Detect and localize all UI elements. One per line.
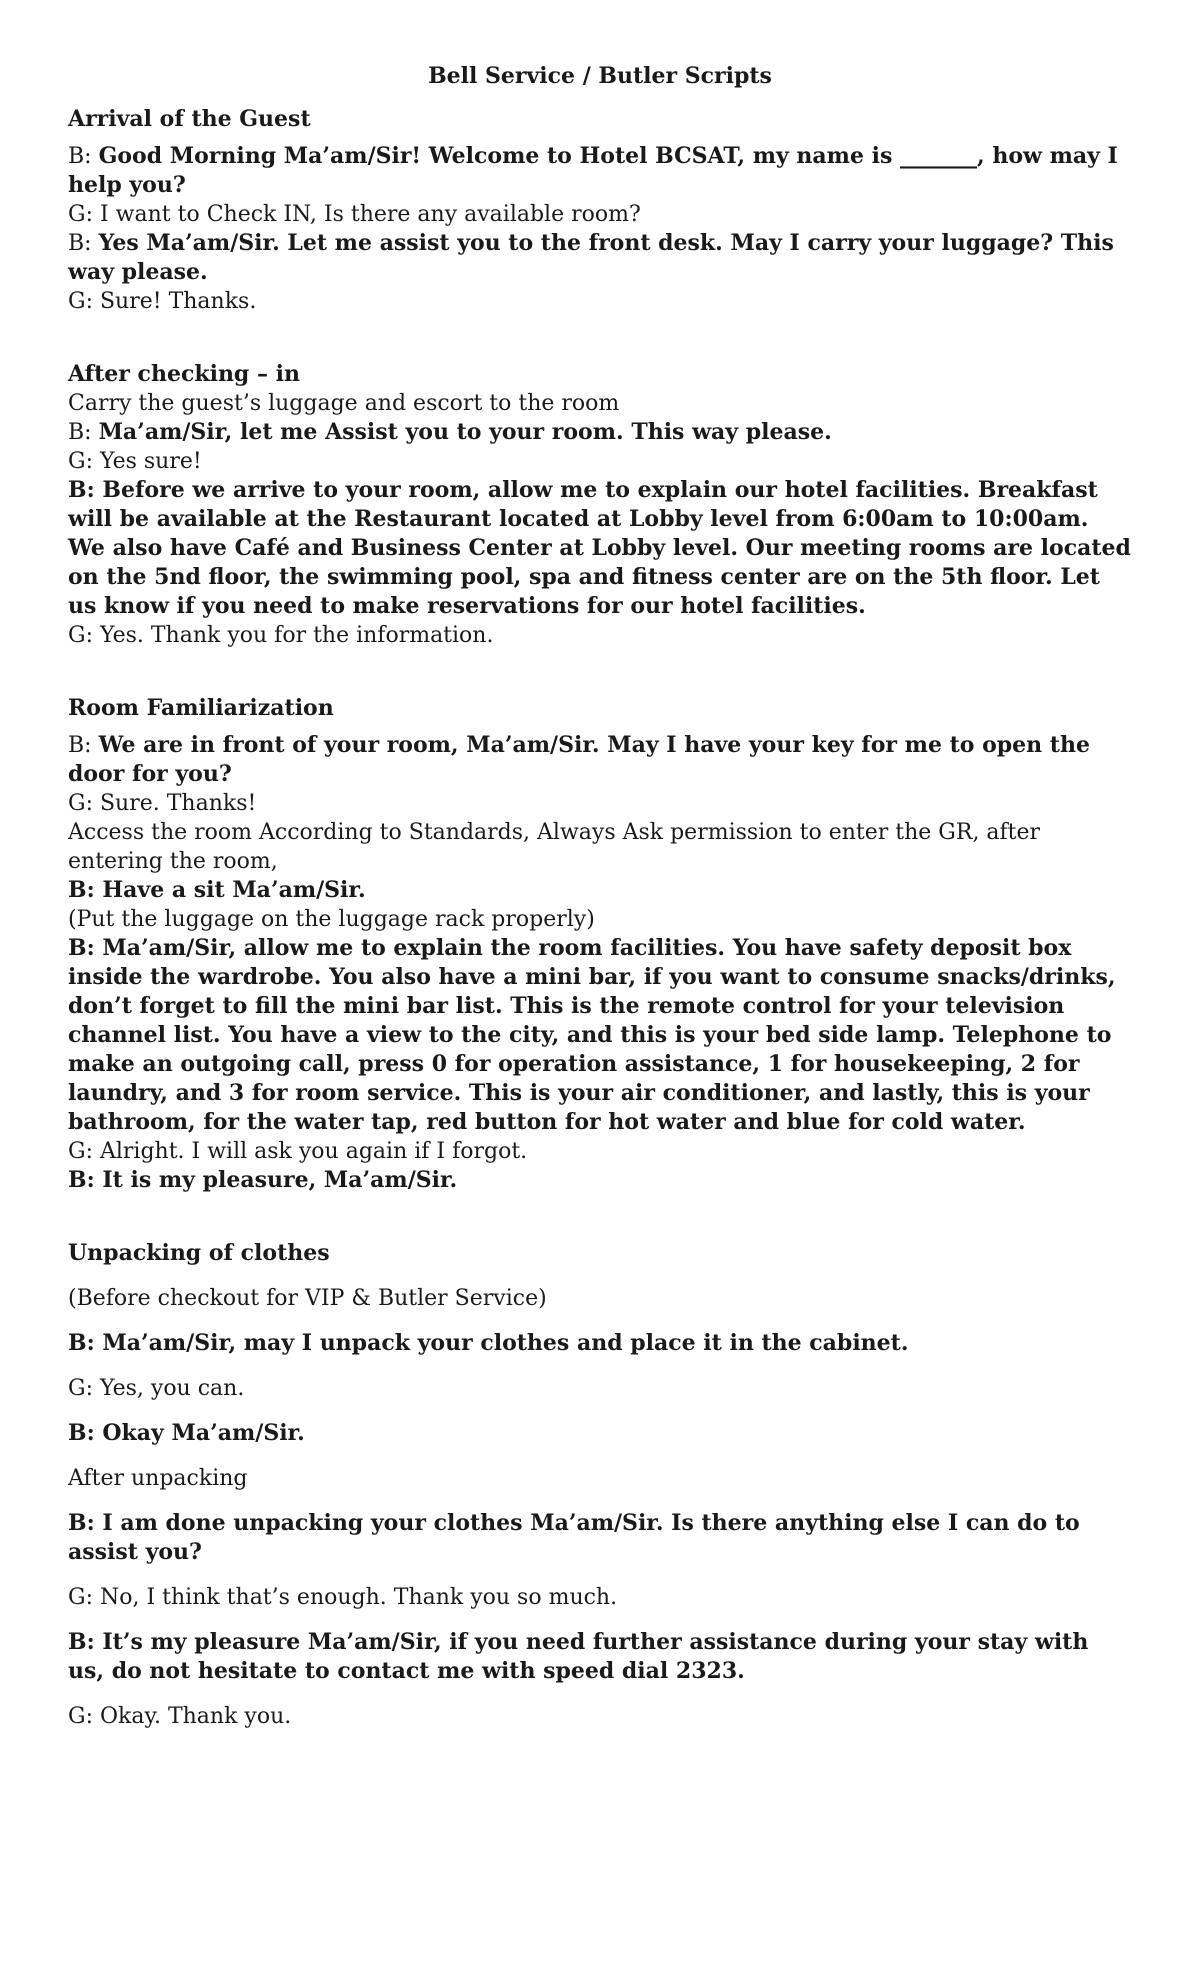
dialogue-line: B: We are in front of your room, Ma’am/Sir. May I have your key for me to open the door for you? xyxy=(68,732,1090,787)
section-unpacking xyxy=(68,1239,1132,1731)
instruction-line: (Put the luggage on the luggage rack properly) xyxy=(68,907,595,932)
document-title: Bell Service / Butler Scripts xyxy=(428,63,772,89)
dialogue-line: G: No, I think that’s enough. Thank you so much. xyxy=(68,1585,618,1610)
dialogue-line: B: It is my pleasure, Ma’am/Sir. xyxy=(68,1167,458,1193)
instruction-line: Access the room According to Standards, Always Ask permission to enter the GR, after entering the room, xyxy=(68,820,1041,874)
dialogue-line: G: Sure! Thanks. xyxy=(68,289,257,314)
dialogue-line: B: Ma’am/Sir, may I unpack your clothes and place it in the cabinet. xyxy=(68,1330,909,1356)
dialogue-line: B: I am done unpacking your clothes Ma’am/Sir. Is there anything else I can do to assist you? xyxy=(68,1510,1080,1565)
document-page xyxy=(68,62,1132,1731)
dialogue-line: B: Have a sit Ma’am/Sir. xyxy=(68,877,366,903)
section-arrival xyxy=(68,105,1132,316)
dialogue-line: B: Before we arrive to your room, allow me to explain our hotel facilities. Breakfast will be available at the Restaurant located at Lobby level from 6:00am to 10:00am. We also have Café and Business Center at Lobby level. Our meeting rooms are located on the 5nd floor, the swimming pool, spa and fitness center are on the 5th floor. Let us know if you need to make reservations for our hotel facilities. xyxy=(68,477,1131,619)
dialogue-line: B: Yes Ma’am/Sir. Let me assist you to the front desk. May I carry your luggage? This way please. xyxy=(68,230,1114,285)
dialogue-line: G: Alright. I will ask you again if I forgot. xyxy=(68,1139,528,1164)
section-heading-arrival: Arrival of the Guest xyxy=(68,106,311,132)
section-heading-unpacking: Unpacking of clothes xyxy=(68,1240,330,1266)
dialogue-line: B: Ma’am/Sir, allow me to explain the room facilities. You have safety deposit box inside the wardrobe. You also have a mini bar, if you want to consume snacks/drinks, don’t forget to fill the mini bar list. This is the remote control for your television channel list. You have a view to the city, and this is your bed side lamp. Telephone to make an outgoing call, press 0 for operation assistance, 1 for housekeeping, 2 for laundry, and 3 for room service. This is your air conditioner, and lastly, this is your bathroom, for the water tap, red button for hot water and blue for cold water. xyxy=(68,935,1116,1135)
dialogue-line: B: Okay Ma’am/Sir. xyxy=(68,1420,305,1446)
instruction-line: After unpacking xyxy=(68,1466,248,1491)
dialogue-line: G: Okay. Thank you. xyxy=(68,1704,292,1729)
dialogue-line: B: It’s my pleasure Ma’am/Sir, if you need further assistance during your stay with us, do not hesitate to contact me with speed dial 2323. xyxy=(68,1629,1089,1684)
section-after-checkin xyxy=(68,360,1132,650)
dialogue-line: G: Yes, you can. xyxy=(68,1376,245,1401)
section-heading-after-checkin: After checking – in xyxy=(68,361,300,387)
section-room-familiarization xyxy=(68,694,1132,1195)
dialogue-line: G: Yes sure! xyxy=(68,449,202,474)
dialogue-line: G: Yes. Thank you for the information. xyxy=(68,623,494,648)
section-heading-room-familiarization: Room Familiarization xyxy=(68,695,334,721)
dialogue-line: G: I want to Check IN, Is there any available room? xyxy=(68,202,641,227)
dialogue-line: B: Good Morning Ma’am/Sir! Welcome to Hotel BCSAT, my name is _______, how may I help you? xyxy=(68,143,1118,198)
instruction-line: Carry the guest’s luggage and escort to the room xyxy=(68,391,620,416)
dialogue-line: B: Ma’am/Sir, let me Assist you to your room. This way please. xyxy=(68,419,832,445)
instruction-line: (Before checkout for VIP & Butler Service) xyxy=(68,1286,547,1311)
dialogue-line: G: Sure. Thanks! xyxy=(68,791,257,816)
